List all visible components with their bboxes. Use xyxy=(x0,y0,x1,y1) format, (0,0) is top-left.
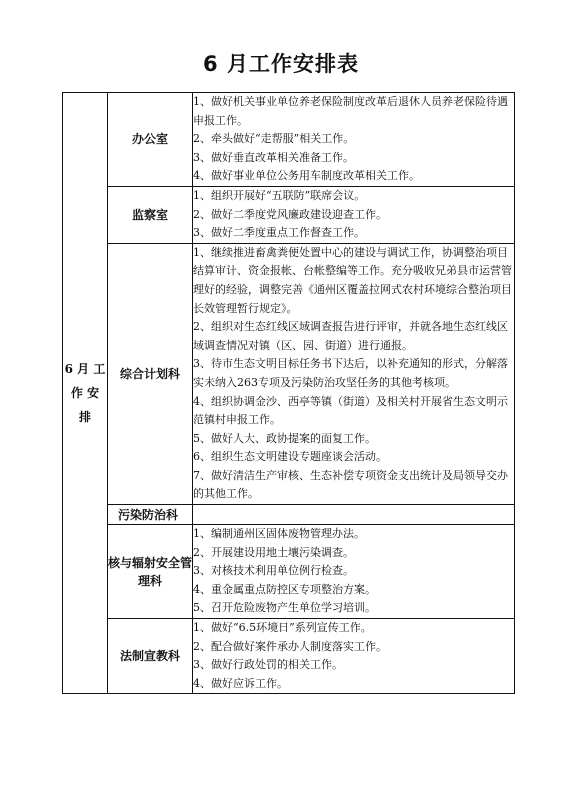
department-name: 办公室 xyxy=(108,93,193,187)
task-item: 4、做好事业单位公务用车制度改革相关工作。 xyxy=(193,169,420,183)
task-item: 4、做好应诉工作。 xyxy=(193,676,288,690)
task-list xyxy=(193,619,515,694)
task-item: 2、配合做好案件承办人制度落实工作。 xyxy=(193,639,387,653)
department-name: 污染防治科 xyxy=(108,505,193,525)
empty-task-cell xyxy=(193,505,514,524)
task-item: 3、对核技术利用单位例行检查。 xyxy=(193,564,354,578)
task-item: 2、组织对生态红线区域调查报告进行评审，并就各地生态红线区域调查情况对镇（区、园、街道）进行通报。 xyxy=(193,320,508,352)
section-row xyxy=(63,93,515,187)
task-list xyxy=(193,186,515,243)
task-item: 7、做好清洁生产审核、生态补偿专项资金支出统计及局领导交办的其他工作。 xyxy=(193,468,508,501)
section-row xyxy=(63,525,515,619)
task-item: 4、重金属重点防控区专项整治方案。 xyxy=(193,582,376,596)
task-item: 1、组织开展好“五联防”联席会议。 xyxy=(193,188,366,202)
task-item: 1、做好“6.5环境日”系列宣传工作。 xyxy=(193,621,372,635)
task-item: 2、牵头做好“走帮服”相关工作。 xyxy=(193,132,355,146)
department-name: 综合计划科 xyxy=(108,243,193,504)
section-row xyxy=(63,243,515,504)
task-item: 5、做好人大、政协提案的面复工作。 xyxy=(193,431,376,445)
task-list xyxy=(193,505,515,525)
task-item: 2、开展建设用地土壤污染调查。 xyxy=(193,545,354,559)
task-item: 3、做好行政处罚的相关工作。 xyxy=(193,658,343,672)
task-item: 3、待市生态文明目标任务书下达后，以补充通知的形式，分解落实未纳入263专项及污染防治攻坚任务的其他考核项。 xyxy=(193,357,508,389)
task-item: 2、做好二季度党风廉政建设迎查工作。 xyxy=(193,207,387,221)
task-item: 1、做好机关事业单位养老保险制度改革后退休人员养老保险待遇申报工作。 xyxy=(193,95,508,127)
task-item: 1、继续推进畜禽粪便处置中心的建设与调试工作，协调整治项目结算审计、资金报帐、台帐整编等工作。充分吸收兄弟县市运营管理好的经验，调整完善《通州区覆盖拉网式农村环境综合整治项目长效管理暂行规定》。 xyxy=(193,245,512,315)
task-item: 3、做好垂直改革相关准备工作。 xyxy=(193,150,354,164)
task-list xyxy=(193,93,515,187)
page-title: 6 月工作安排表 xyxy=(203,52,359,76)
task-list xyxy=(193,525,515,619)
section-row xyxy=(63,505,515,525)
schedule-table xyxy=(62,92,515,694)
month-label: 6 月 工 作 安 排 xyxy=(64,362,106,425)
schedule-table-body xyxy=(63,93,515,694)
section-row xyxy=(63,186,515,243)
task-list xyxy=(193,243,515,504)
month-cell xyxy=(63,93,108,694)
department-name: 监察室 xyxy=(108,186,193,243)
task-item: 1、编制通州区固体废物管理办法。 xyxy=(193,527,365,541)
task-item: 3、做好二季度重点工作督查工作。 xyxy=(193,226,365,240)
department-name: 核与辐射安全管理科 xyxy=(108,525,193,619)
department-name: 法制宣教科 xyxy=(108,619,193,694)
task-item: 6、组织生态文明建设专题座谈会活动。 xyxy=(193,450,387,464)
task-item: 5、召开危险废物产生单位学习培训。 xyxy=(193,601,376,615)
task-item: 4、组织协调金沙、西亭等镇（街道）及相关村开展省生态文明示范镇村申报工作。 xyxy=(193,394,508,427)
section-row xyxy=(63,619,515,694)
